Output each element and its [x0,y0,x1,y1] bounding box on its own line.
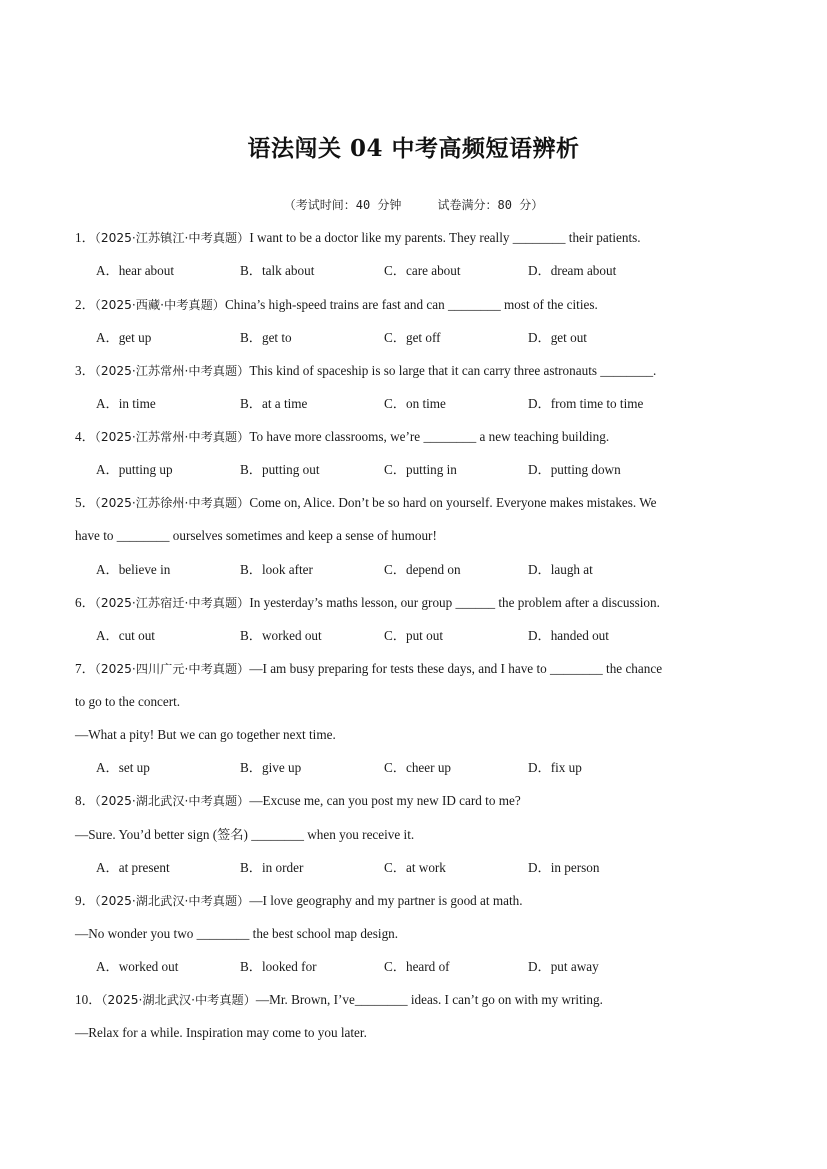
option: B．get to [240,330,292,345]
question-source: （2025·湖北武汉·中考真题） [94,894,250,908]
question-source: （2025·四川广元·中考真题） [94,662,250,676]
option: A．at present [96,860,170,875]
option: C．depend on [384,562,461,577]
options-row [96,395,776,413]
option: C．putting in [384,462,457,477]
question-stem: 8．（2025·湖北武汉·中考真题）—Excuse me, can you post my new ID card to me? [75,793,521,808]
option: C．put out [384,628,443,643]
question-source: （2025·西藏·中考真题） [94,298,225,312]
question-stem-continued: —No wonder you two ________ the best school map design. [75,926,399,941]
options-row [96,262,776,280]
option: A．cut out [96,628,155,643]
question-source: （2025·江苏常州·中考真题） [94,364,250,378]
options-row [96,627,776,645]
question-stem-continued: —What a pity! But we can go together next time. [75,727,336,742]
option: A．get up [96,330,152,345]
option: B．talk about [240,263,315,278]
option: D．from time to time [528,396,644,411]
option: A．believe in [96,562,171,577]
options-row [96,461,776,479]
question-stem: 7．（2025·四川广元·中考真题）—I am busy preparing for tests these days, and I have to ________ the chance [75,661,663,676]
option: B．give up [240,760,302,775]
option: C．on time [384,396,446,411]
options-row [96,561,776,579]
option: B．in order [240,860,304,875]
option: B．worked out [240,628,322,643]
option: D．put away [528,959,599,974]
option: A．putting up [96,462,173,477]
option: C．cheer up [384,760,452,775]
question-stem-continued: —Relax for a while. Inspiration may come to you later. [75,1025,367,1040]
option: D．get out [528,330,587,345]
question-stem: 10．（2025·湖北武汉·中考真题）—Mr. Brown, I’ve________ ideas. I can’t go on with my writing. [75,992,603,1007]
question-source: （2025·江苏常州·中考真题） [94,430,250,444]
option: A．worked out [96,959,179,974]
option: C．heard of [384,959,450,974]
question-stem: 4．（2025·江苏常州·中考真题）To have more classrooms, we’re ________ a new teaching building. [75,429,610,444]
question-source: （2025·湖北武汉·中考真题） [94,794,250,808]
option: A．hear about [96,263,174,278]
option: B．looked for [240,959,317,974]
page-title: 语法闯关 04 中考高频短语辨析 [247,135,580,162]
exam-info: （考试时间：40 分钟 试卷满分：80 分） [283,198,544,212]
options-row [96,958,776,976]
option: D．dream about [528,263,617,278]
question-source: （2025·江苏宿迁·中考真题） [94,596,250,610]
question-stem-continued: to go to the concert. [75,694,181,709]
option: D．laugh at [528,562,593,577]
question-stem-continued: —Sure. You’d better sign (签名) ________ when you receive it. [75,827,415,842]
option: C．care about [384,263,461,278]
question-stem: 2．（2025·西藏·中考真题）China’s high-speed trains are fast and can ________ most of the cities. [75,297,598,312]
options-row [96,329,776,347]
option: A．set up [96,760,150,775]
option: B．putting out [240,462,320,477]
question-stem: 5．（2025·江苏徐州·中考真题）Come on, Alice. Don’t be so hard on yourself. Everyone makes mistakes. We [75,495,657,510]
question-source: （2025·湖北武汉·中考真题） [101,993,256,1007]
option: D．in person [528,860,600,875]
option: C．get off [384,330,441,345]
question-stem-continued: have to ________ ourselves sometimes and keep a sense of humour! [75,528,437,543]
option: B．look after [240,562,313,577]
option: D．putting down [528,462,621,477]
question-stem: 1．（2025·江苏镇江·中考真题）I want to be a doctor like my parents. They really ________ their patients. [75,230,641,245]
options-row [96,859,776,877]
option: D．fix up [528,760,582,775]
option: B．at a time [240,396,308,411]
question-stem: 9．（2025·湖北武汉·中考真题）—I love geography and my partner is good at math. [75,893,523,908]
question-stem: 6．（2025·江苏宿迁·中考真题）In yesterday’s maths lesson, our group ______ the problem after a discussion. [75,595,660,610]
option: C．at work [384,860,446,875]
option: D．handed out [528,628,609,643]
question-source: （2025·江苏镇江·中考真题） [94,231,250,245]
question-stem: 3．（2025·江苏常州·中考真题）This kind of spaceship is so large that it can carry three astronauts ________. [75,363,657,378]
option: A．in time [96,396,156,411]
question-source: （2025·江苏徐州·中考真题） [94,496,250,510]
options-row [96,759,776,777]
